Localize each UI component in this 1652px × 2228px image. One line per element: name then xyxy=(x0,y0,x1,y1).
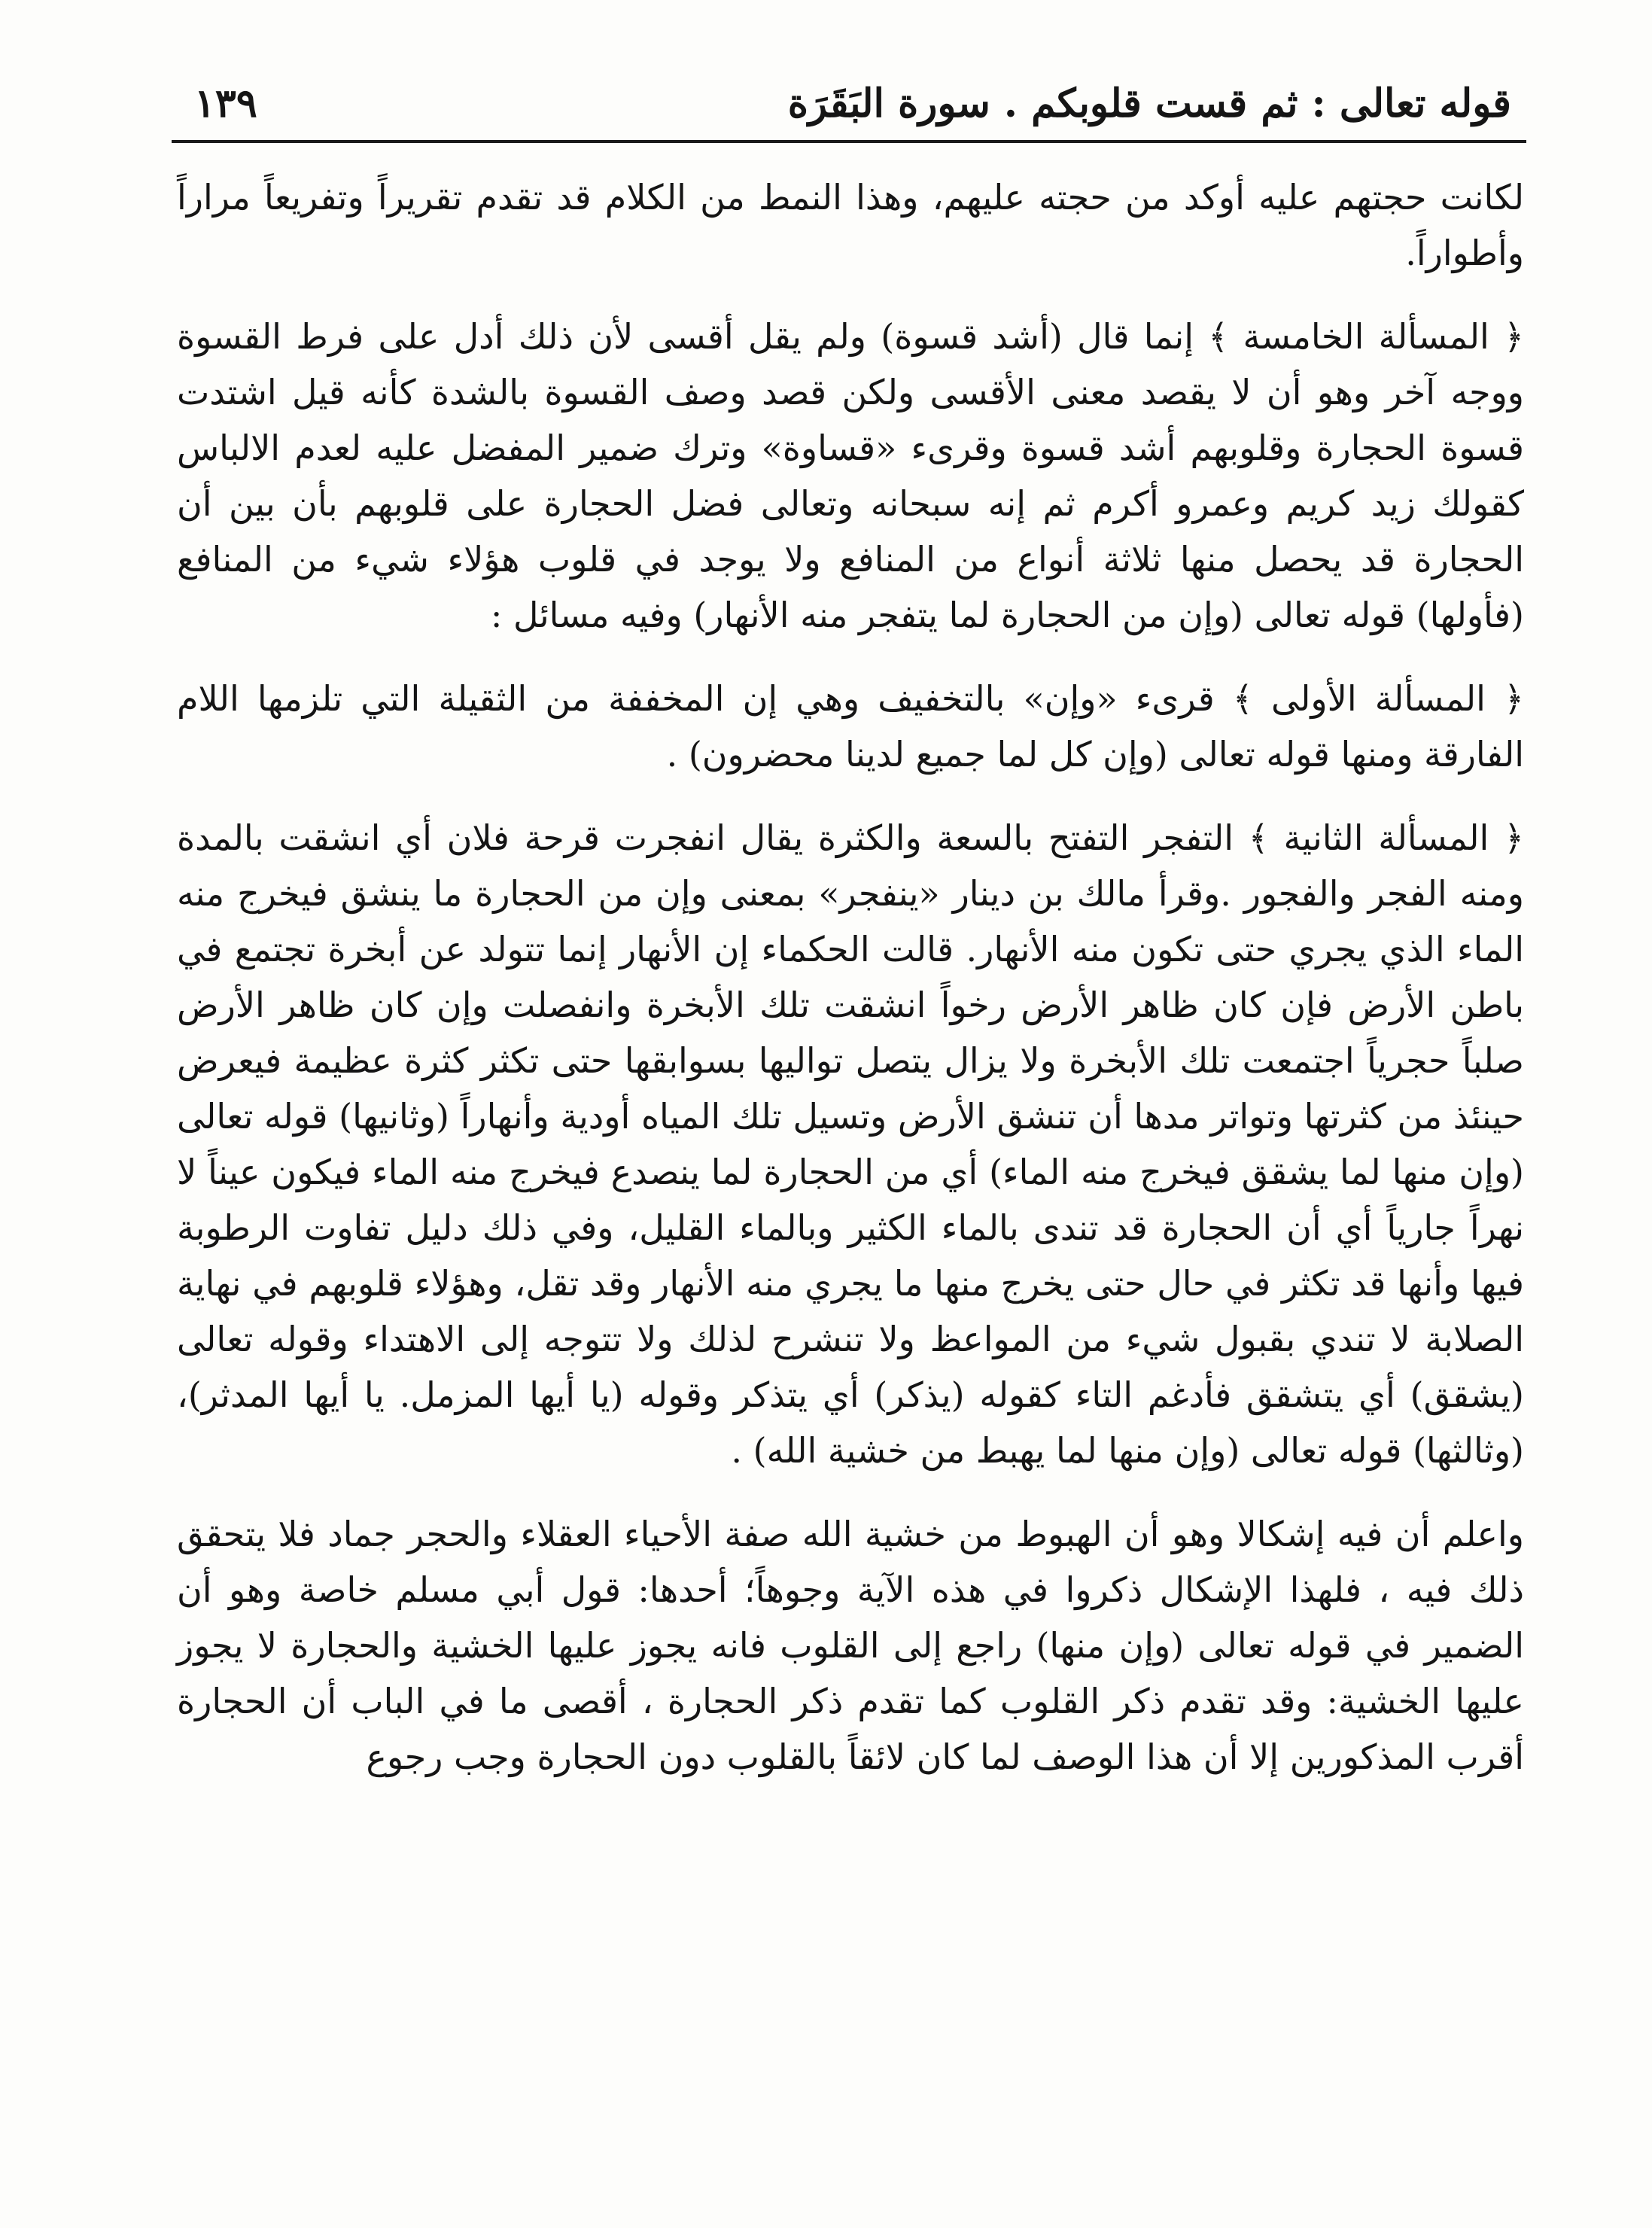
paragraph-fifth-issue: ﴿ المسألة الخامسة ﴾ إنما قال (أشد قسوة) ولم يقل أقسى لأن ذلك أدل على فرط القسوة ووجه آخر وهو أن لا يقصد معنى الأقسى ولكن قصد وصف القسوة بالشدة كأنه قيل اشتدت قسوة الحجارة وقلوبهم أشد قسوة وقرىء «قساوة» وترك ضمير المفضل عليه لعدم الالباس كقولك زيد كريم وعمرو أكرم ثم إنه سبحانه وتعالى فضل الحجارة على قلوبهم بأن بين أن الحجارة قد يحصل منها ثلاثة أنواع من المنافع ولا يوجد في قلوب هؤلاء شيء من المنافع (فأولها) قوله تعالى (وإن من الحجارة لما يتفجر منه الأنهار) وفيه مسائل : xyxy=(177,316,1524,635)
header-divider xyxy=(172,140,1526,143)
paragraph-objection: واعلم أن فيه إشكالا وهو أن الهبوط من خشية الله صفة الأحياء العقلاء والحجر جماد فلا يتحقق ذلك فيه ، فلهذا الإشكال ذكروا في هذه الآية وجوهاً؛ أحدها: قول أبي مسلم خاصة وهو أن الضمير في قوله تعالى (وإن منها) راجع إلى القلوب فانه يجوز عليها الخشية والحجارة لا يجوز عليها الخشية: وقد تقدم ذكر القلوب كما تقدم ذكر الحجارة ، أقصى ما في الباب أن الحجارة أقرب المذكورين إلا أن هذا الوصف لما كان لائقاً بالقلوب دون الحجارة وجب رجوع xyxy=(177,1514,1524,1777)
paragraph-gap xyxy=(177,281,1524,309)
paragraph-gap xyxy=(177,782,1524,810)
paragraph-continuation: لكانت حجتهم عليه أوكد من حجته عليهم، وهذا النمط من الكلام قد تقدم تقريراً وتفريعاً مراراً وأطواراً. xyxy=(177,177,1524,273)
paragraph-second-issue: ﴿ المسألة الثانية ﴾ التفجر التفتح بالسعة والكثرة يقال انفجرت قرحة فلان أي انشقت بالمدة ومنه الفجر والفجور .وقرأ مالك بن دينار «ينفجر» بمعنى وإن من الحجارة ما ينشق فيخرج منه الماء الذي يجري حتى تكون منه الأنهار. قالت الحكماء إن الأنهار إنما تتولد عن أبخرة تجتمع في باطن الأرض فإن كان ظاهر الأرض رخواً انشقت تلك الأبخرة وانفصلت وإن كان ظاهر الأرض صلباً حجرياً اجتمعت تلك الأبخرة ولا يزال يتصل تواليها بسوابقها حتى تكثر كثرة عظيمة فيعرض حينئذ من كثرتها وتواتر مدها أن تنشق الأرض وتسيل تلك المياه أودية وأنهاراً (وثانيها) قوله تعالى (وإن منها لما يشقق فيخرج منه الماء) أي من الحجارة لما ينصدع فيخرج منه الماء فيكون عيناً لا نهراً جارياً أي أن الحجارة قد تندى بالماء الكثير وبالماء القليل، وفي ذلك دليل تفاوت الرطوبة فيها وأنها قد تكثر في حال حتى يخرج منها ما يجري منه الأنهار وقد تقل، وهؤلاء قلوبهم في نهاية الصلابة لا تندي بقبول شيء من المواعظ ولا تنشرح لذلك ولا تتوجه إلى الاهتداء وقوله تعالى (يشقق) أي يتشقق فأدغم التاء كقوله (يذكر) أي يتذكر وقوله (يا أيها المزمل. يا أيها المدثر)، (وثالثها) قوله تعالى (وإن منها لما يهبط من خشية الله) . xyxy=(177,817,1524,1471)
running-title: قوله تعالى : ثم قست قلوبكم . سورة البَقَرَة xyxy=(787,81,1511,126)
page-number: ١٣٩ xyxy=(194,81,257,126)
paragraph-gap xyxy=(177,1478,1524,1506)
page-header xyxy=(172,66,1526,142)
paragraph-first-issue: ﴿ المسألة الأولى ﴾ قرىء «وإن» بالتخفيف وهي إن المخففة من الثقيلة التي تلزمها اللام الفارقة ومنها قوله تعالى (وإن كل لما جميع لدينا محضرون) . xyxy=(177,678,1524,775)
page-body xyxy=(177,169,1524,1785)
paragraph-gap xyxy=(177,643,1524,671)
